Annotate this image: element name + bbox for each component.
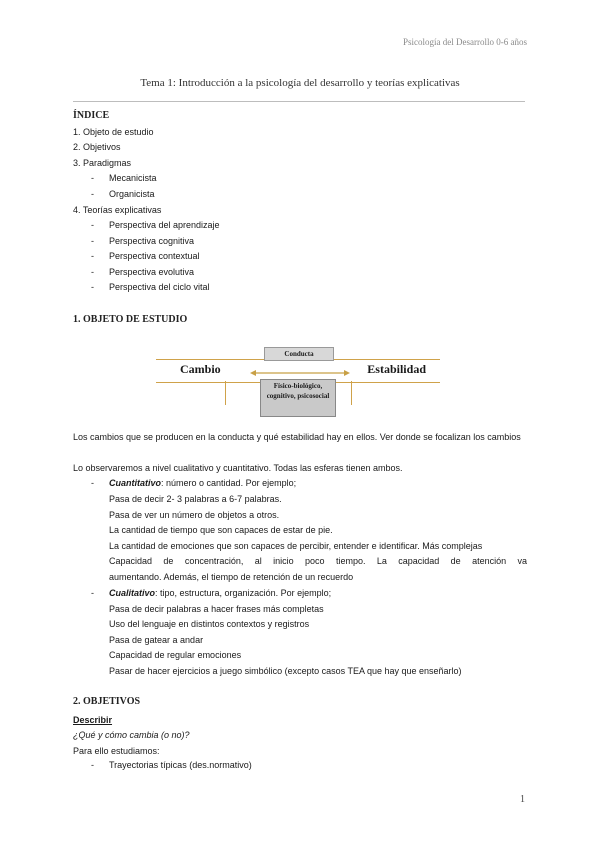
diagram-label-cambio: Cambio (180, 362, 221, 376)
term-cuantitativo: Cuantitativo (109, 478, 162, 488)
index-item-3: 3. Paradigmas (73, 158, 132, 168)
list-dash: - (91, 189, 94, 199)
index-subitem: Perspectiva evolutiva (109, 267, 195, 277)
example-line: Pasa de decir 2- 3 palabras a 6-7 palabras. (109, 494, 282, 504)
example-line: Capacidad de regular emociones (109, 650, 242, 660)
list-dash: - (91, 588, 94, 598)
list-dash: - (91, 173, 94, 183)
index-item-2: 2. Objetivos (73, 142, 121, 152)
list-dash: - (91, 478, 94, 488)
change-stability-diagram (156, 345, 440, 419)
diagram-box-domains: Físico-biológico, cognitivo, psicosocial (260, 379, 336, 417)
term-cualitativo: Cualitativo (109, 588, 156, 598)
index-subitem: Perspectiva del aprendizaje (109, 220, 220, 230)
bullet-cualitativo (109, 588, 331, 598)
index-subitem: Mecanicista (109, 173, 157, 183)
list-dash: - (91, 760, 94, 770)
section-heading-1: 1. OBJETO DE ESTUDIO (73, 314, 188, 325)
example-line: Pasa de ver un número de objetos a otros. (109, 510, 280, 520)
list-dash: - (91, 251, 94, 261)
index-subitem: Perspectiva del ciclo vital (109, 282, 210, 292)
index-subitem: Perspectiva cognitiva (109, 236, 195, 246)
index-subitem: Organicista (109, 189, 155, 199)
index-heading: ÍNDICE (73, 110, 110, 121)
bullet-cuantitativo (109, 478, 296, 488)
diagram-box-conducta: Conducta (264, 347, 334, 361)
list-dash: - (91, 282, 94, 292)
example-line: La cantidad de tiempo que son capaces de estar de pie. (109, 525, 333, 535)
paragraph: Los cambios que se producen en la conducta y qué estabilidad hay en ellos. Ver donde se focalizan los cambios (73, 432, 521, 442)
subheading-describir: Describir (73, 715, 113, 725)
diagram-connector (225, 381, 226, 405)
example-line: Pasa de decir palabras a hacer frases más completas (109, 604, 324, 614)
list-dash: - (91, 267, 94, 277)
title-divider (73, 101, 525, 102)
example-line: Pasar de hacer ejercicios a juego simbólico (excepto casos TEA que hay que enseñarlo) (109, 666, 462, 676)
list-dash: - (91, 220, 94, 230)
list-dash: - (91, 236, 94, 246)
term-definition: : número o cantidad. Por ejemplo; (161, 478, 297, 488)
section-heading-2: 2. OBJETIVOS (73, 696, 141, 707)
double-arrow-icon (250, 370, 350, 376)
running-header: Psicología del Desarrollo 0-6 años (403, 37, 527, 47)
example-line: Pasa de gatear a andar (109, 635, 204, 645)
diagram-label-estabilidad: Estabilidad (367, 362, 426, 376)
example-line: La cantidad de emociones que son capaces de percibir, entender e identificar. Más complejas (109, 541, 483, 551)
term-definition: : tipo, estructura, organización. Por ejemplo; (155, 588, 332, 598)
example-line: aumentando. Además, el tiempo de retención de un recuerdo (109, 572, 354, 582)
example-line: Capacidad de concentración, al inicio poco tiempo. La capacidad de atención va (109, 556, 527, 566)
page-number: 1 (520, 794, 525, 805)
question: ¿Qué y cómo cambia (o no)? (73, 730, 190, 740)
index-subitem: Perspectiva contextual (109, 251, 200, 261)
paragraph: Para ello estudiamos: (73, 746, 160, 756)
document-title: Tema 1: Introducción a la psicología del desarrollo y teorías explicativas (140, 77, 460, 89)
index-item-1: 1. Objeto de estudio (73, 127, 154, 137)
list-item: Trayectorias típicas (des.normativo) (109, 760, 252, 770)
diagram-connector (351, 381, 352, 405)
paragraph: Lo observaremos a nivel cualitativo y cuantitativo. Todas las esferas tienen ambos. (73, 463, 403, 473)
index-item-4: 4. Teorías explicativas (73, 205, 162, 215)
example-line: Uso del lenguaje en distintos contextos y registros (109, 619, 310, 629)
